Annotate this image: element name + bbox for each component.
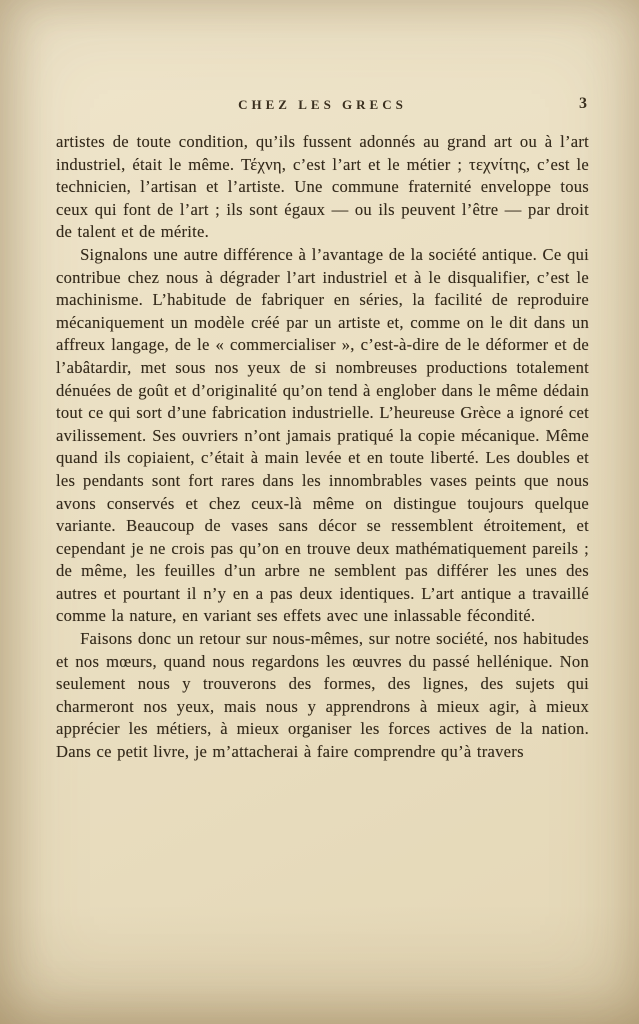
body-text bbox=[56, 131, 589, 764]
paragraph: Faisons donc un retour sur nous-mêmes, sur notre société, nos habitudes et nos mœurs, quand nous regardons les œuvres du passé hellénique. Non seulement nous y trouverons des formes, des lignes, des sujets qui charmeront nos yeux, mais nous y apprendrons à mieux agir, à mieux apprécier les métiers, à mieux organiser les forces actives de la nation. Dans ce petit livre, je m’attacherai à faire comprendre qu’à travers bbox=[56, 629, 589, 762]
paragraph: Signalons une autre différence à l’avantage de la société antique. Ce qui contribue chez nous à dégrader l’art industriel et à le disqualifier, c’est le machinisme. L’habitude de fabriquer en séries, la facilité de reproduire mécaniquement un modèle créé par un artiste et, comme on le dit dans un affreux langage, de le « commercialiser », c’est-à-dire de le déformer et de l’abâtardir, met sous nos yeux de si nombreuses productions totalement dénuées de goût et d’originalité qu’on tend à englober dans le même dédain tout ce qui sort d’une fabrication industrielle. L’heureuse Grèce a ignoré cet avilissement. Ses ouvriers n’ont jamais pratiqué la copie mécanique. Même quand ils copiaient, c’était à main levée et en toute liberté. Les doubles et les pendants sont fort rares dans les innombrables vases peints que nous avons conservés et chez ceux-là même on distingue toujours quelque variante. Beaucoup de vases sans décor se ressemblent étroitement, et cependant je ne crois pas qu’on en trouve deux mathématiquement pareils ; de même, les feuilles d’un arbre ne semblent pas différer les unes des autres et pourtant il n’y en a pas deux identiques. L’art antique a travaillé comme la nature, en variant ses effets avec une inlassable fécondité. bbox=[56, 244, 589, 626]
running-title: CHEZ LES GRECS bbox=[238, 97, 407, 112]
page-header bbox=[56, 97, 589, 119]
paragraph-continuation: artistes de toute condition, qu’ils fussent adonnés au grand art ou à l’art industriel, était le même. Τέχνη, c’est l’art et le métier ; τεχνίτης, c’est le technicien, l’artisan et l’artiste. Une commune fraternité enveloppe tous ceux qui font de l’art ; ils sont égaux — ou ils peuvent l’être — par droit de talent et de mérite. bbox=[56, 132, 589, 242]
page-number: 3 bbox=[579, 95, 587, 112]
